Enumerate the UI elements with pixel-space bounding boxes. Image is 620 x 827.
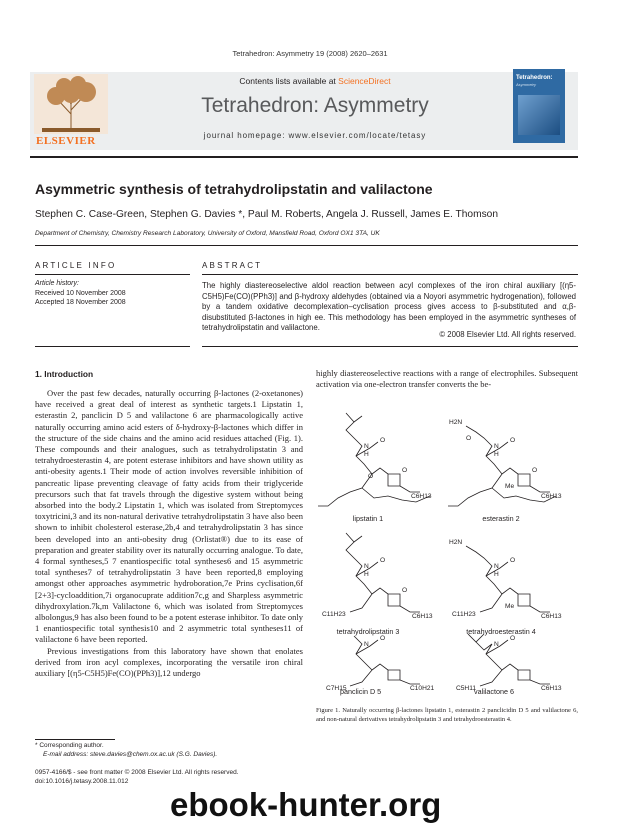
author-list: Stephen C. Case-Green, Stephen G. Davies *, Paul M. Roberts, Angela J. Russell, James E. Thomson: [35, 209, 498, 220]
atom-c6h13-1: C6H13: [411, 493, 432, 500]
atom-h-3: H: [364, 571, 369, 578]
compound-label-4: tetrahydroesterastin 4: [466, 627, 536, 636]
publisher-name: ELSEVIER: [36, 135, 96, 147]
abstract-heading: ABSTRACT: [202, 261, 263, 270]
atom-me-2: Me: [505, 483, 515, 490]
corresponding-author-note: * Corresponding author.: [35, 742, 104, 749]
author-email[interactable]: E-mail address: steve.davies@chem.ox.ac.uk (S.G. Davies).: [43, 751, 218, 758]
atom-o-5: O: [380, 635, 386, 642]
atom-c6h13-6: C6H13: [541, 685, 562, 692]
accepted-date: Accepted 18 November 2008: [35, 299, 126, 306]
article-info-rule: [35, 274, 190, 275]
atom-me-4: Me: [505, 603, 515, 610]
title-divider: [35, 245, 578, 246]
atom-c6h13-3: C6H13: [412, 613, 433, 620]
atom-c5h11-6: C5H11: [456, 685, 477, 692]
cover-artwork: [518, 95, 560, 135]
article-history-label: Article history:: [35, 280, 79, 287]
atom-n-6: N: [494, 641, 499, 648]
compound-label-1: lipstatin 1: [352, 514, 384, 523]
abstract-rule: [202, 274, 578, 275]
atom-o-1: O: [380, 437, 386, 444]
atom-c10h21-5: C10H21: [410, 685, 435, 692]
intro-heading: 1. Introduction: [35, 369, 94, 379]
compound-label-5: panclicin D 5: [340, 687, 382, 696]
contents-prefix: Contents lists available at: [239, 76, 339, 86]
atom-h-1: H: [364, 451, 369, 458]
issn-line: 0957-4166/$ - see front matter © 2008 Elsevier Ltd. All rights reserved.: [35, 769, 239, 776]
atom-o-2b: O: [510, 437, 516, 444]
affiliation: Department of Chemistry, Chemistry Research Laboratory, University of Oxford, Mansfield Road, Oxford OX1 3TA, UK: [35, 230, 380, 237]
atom-o-1b: O: [368, 473, 374, 480]
compound-label-6: valilactone 6: [474, 687, 514, 696]
atom-h2n-4: H2N: [449, 539, 463, 546]
intro-paragraph-1: Over the past few decades, naturally occurring β-lactones (2-oxetanones) have received a great deal of interest as synthetic targets.1 Lipstatin 1, esterastin 2, panclicin D 5 and valilactone 6 are pharmacologically active naturally occurring amino acid esters of δ-hydroxy-β-lactones which differ in the structure of the side chains and the amino acid residues attached (Fig. 1). These compounds and their analogues, such as tetrahydrolipstatin 3 and tetrahydroesterastin 4, are potent esterase inhibitors and have shown utility as anti-obesity agents.1 Their mode of action involves reversible inhibition of pancreatic lipase preventing cleavage of fatty acids from their triglyceride precursors such that fat travels through the digestive system without being absorbed into the body.2 Lipstatin 1, which was isolated from Streptomyces toxytricini,3 and its non-natural derivative tetrahydrolipstatin 3 have also been shown to inhibit cholesterol esterase,2b,4 and tetrahydrolipstatin 3 has since been developed into an anti-obesity drug (Orlistat®) due to its ease of preparation and greater stability over its naturally occurring analogue. To date, 4 formal syntheses,5 7 enantiospecific total syntheses6 and 15 asymmetric total syntheses7 of tetrahydrolipstatin 3 have been reported,8 employing amongst other approaches asymmetric hydroboration,7e Prins cyclisation,6f [2+3]-cycloaddition,7i organocuprate addition7c,g and Sharpless asymmetric dihydroxylation.7k,m Valilactone 6, which was isolated from Streptomyces albolongus,9 has also been found to be a potent esterase inhibitor. To date only 1 enantiospecific total synthesis10 and 2 asymmetric total syntheses11 of valilactone 6 have been reported.: [35, 388, 303, 645]
footnote-rule: [35, 739, 115, 740]
journal-name: Tetrahedron: Asymmetry: [201, 94, 429, 117]
watermark-text: ebook-hunter.org: [170, 786, 442, 823]
atom-h-2: H: [494, 451, 499, 458]
atom-c11h23-3: C11H23: [322, 611, 346, 618]
atom-n-4: N: [494, 563, 499, 570]
atom-c6h13-4: C6H13: [541, 613, 562, 620]
compound-label-2: esterastin 2: [482, 514, 520, 523]
figure-1-caption: Figure 1. Naturally occurring β-lactones lipstatin 1, esterastin 2 panclicidin D 5 and valilactone 6, and non-natural derivatives tetrahydrolipstatin 3 and tetrahydroesterastin 4.: [316, 707, 578, 723]
atom-o-3c: O: [402, 587, 408, 594]
intro-paragraph-2: Previous investigations from this laboratory have shown that enolates derived from iron acyl complexes, incorporating the versatile iron chiral auxiliary [(η5-C5H5)Fe(CO)(PPh3)],12 undergo: [35, 645, 303, 679]
atom-o-6: O: [510, 635, 516, 642]
article-title: Asymmetric synthesis of tetrahydrolipstatin and valilactone: [35, 181, 433, 197]
journal-citation: Tetrahedron: Asymmetry 19 (2008) 2620–2631: [232, 49, 388, 58]
intro-column-right: highly diastereoselective reactions with a range of electrophiles. Subsequent activation via one-electron transfer converts the be-: [316, 368, 578, 390]
atom-h2n-2: H2N: [449, 419, 463, 426]
atom-o-1c: O: [402, 467, 408, 474]
cover-subtitle: Asymmetry: [516, 82, 536, 87]
journal-homepage[interactable]: journal homepage: www.elsevier.com/locate/tetasy: [203, 131, 427, 140]
atom-o-4: O: [510, 557, 516, 564]
cover-title: Tetrahedron:: [516, 75, 553, 81]
compound-label-3: tetrahydrolipstatin 3: [336, 627, 400, 636]
atom-n-2: N: [494, 443, 499, 450]
atom-c7h15-5: C7H15: [326, 685, 347, 692]
atom-o-2c: O: [532, 467, 538, 474]
abstract-text: The highly diastereoselective aldol reaction between acyl complexes of the iron chiral auxiliary [(η5-C5H5)Fe(CO)(PPh3)] and β-hydroxy aldehydes (obtained via a Noyori asymmetric hydrogenation), followed by a tandem oxidative decomplexation–cyclisation process gives access to β-substituted and α,β-disubstituted β-lactones in high ee. This methodology has been employed in the asymmetric syntheses of tetrahydrolipstatin and valilactone.: [202, 281, 576, 332]
contents-availability: [190, 76, 440, 86]
atom-n-5: N: [364, 641, 369, 648]
atom-o-2a: O: [466, 435, 472, 442]
article-info-heading: ARTICLE INFO: [35, 261, 117, 270]
elsevier-tree-logo-icon: [34, 74, 108, 144]
abstract-copyright: © 2008 Elsevier Ltd. All rights reserved.: [439, 330, 576, 339]
atom-n-1: N: [364, 443, 369, 450]
atom-c11h23-4: C11H23: [452, 611, 476, 618]
abstract-bottom-rule: [202, 346, 578, 347]
article-info-bottom-rule: [35, 346, 190, 347]
atom-h-4: H: [494, 571, 499, 578]
intro-column-left: [35, 388, 303, 679]
figure-1-structures: [316, 408, 578, 693]
atom-n-3: N: [364, 563, 369, 570]
atom-c6h13-2: C6H13: [541, 493, 562, 500]
sciencedirect-link[interactable]: ScienceDirect: [338, 76, 391, 86]
received-date: Received 10 November 2008: [35, 290, 126, 297]
atom-o-3: O: [380, 557, 386, 564]
doi-line[interactable]: doi:10.1016/j.tetasy.2008.11.012: [35, 778, 129, 785]
header-divider: [30, 156, 578, 158]
